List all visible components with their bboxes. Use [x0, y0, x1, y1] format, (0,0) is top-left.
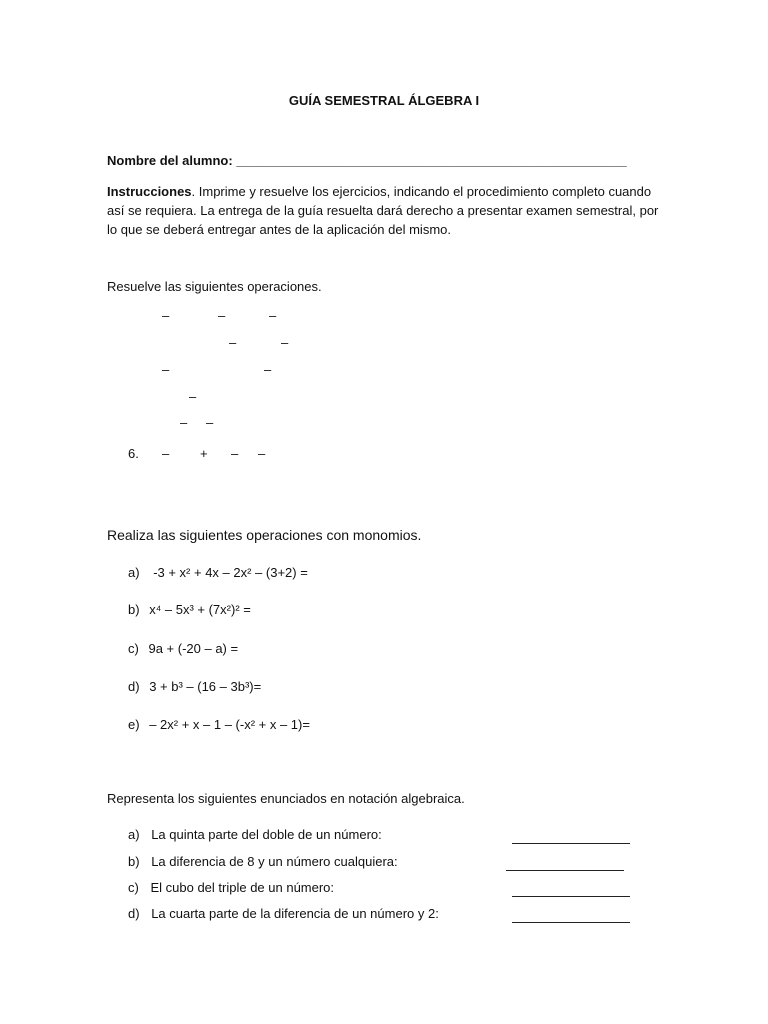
item-expression: 9a + (-20 – a) = — [148, 641, 239, 656]
item-label: d) — [128, 679, 140, 694]
instructions-paragraph — [107, 182, 667, 239]
instructions-label: Instrucciones — [107, 184, 192, 199]
answer-blank[interactable] — [512, 829, 630, 844]
item-label: e) — [128, 717, 140, 732]
list-item — [128, 906, 439, 921]
instructions-text: . Imprime y resuelve los ejercicios, indicando el procedimiento completo cuando así se requiera. La entrega de la guía resuelta dará derecho a presentar examen semestral, por lo que se deberá entregar antes de la aplicación del mismo. — [107, 184, 659, 237]
list-item — [128, 641, 238, 656]
minus-sign: – — [218, 308, 226, 323]
item-text: La diferencia de 8 y un número cualquiera: — [151, 854, 398, 869]
list-item — [128, 854, 398, 869]
minus-sign: – — [281, 335, 289, 350]
item-text: La cuarta parte de la diferencia de un número y 2: — [151, 906, 439, 921]
item-expression: – 2x² + x – 1 – (-x² + x – 1)= — [149, 717, 310, 732]
minus-sign: – — [180, 415, 188, 430]
minus-sign: – — [162, 446, 170, 461]
item-label: b) — [128, 602, 140, 617]
item-expression: 3 + b³ – (16 – 3b³)= — [149, 679, 262, 694]
item-label: a) — [128, 827, 140, 842]
list-item — [128, 717, 310, 732]
minus-sign: – — [162, 308, 170, 323]
item-label: c) — [128, 641, 139, 656]
minus-sign: – — [269, 308, 277, 323]
item-text: El cubo del triple de un número: — [150, 880, 335, 895]
minus-sign: – — [264, 362, 272, 377]
student-name-label: Nombre del alumno: — [107, 153, 233, 168]
item-text: La quinta parte del doble de un número: — [151, 827, 382, 842]
minus-sign: – — [258, 446, 266, 461]
answer-blank[interactable] — [512, 882, 630, 897]
minus-sign: – — [189, 389, 197, 404]
student-name-row — [107, 153, 627, 168]
page-title: GUÍA SEMESTRAL ÁLGEBRA I — [288, 93, 480, 108]
student-name-blank: ______________________________________________________ — [236, 153, 627, 168]
item-expression: -3 + x² + 4x – 2x² – (3+2) = — [153, 565, 308, 580]
plus-sign: + — [200, 446, 208, 461]
answer-blank[interactable] — [512, 908, 630, 923]
minus-sign: – — [162, 362, 170, 377]
section3-heading: Representa los siguientes enunciados en notación algebraica. — [107, 791, 465, 806]
section1-heading: Resuelve las siguientes operaciones. — [107, 279, 322, 294]
item-6-label: 6. — [128, 446, 139, 461]
answer-blank[interactable] — [506, 856, 624, 871]
list-item — [128, 827, 382, 842]
list-item — [128, 565, 308, 580]
item-label: a) — [128, 565, 140, 580]
item-label: c) — [128, 880, 139, 895]
minus-sign: – — [231, 446, 239, 461]
list-item — [128, 602, 251, 617]
minus-sign: – — [229, 335, 237, 350]
item-label: d) — [128, 906, 140, 921]
list-item — [128, 679, 261, 694]
section2-heading: Realiza las siguientes operaciones con monomios. — [107, 527, 422, 543]
item-expression: x⁴ – 5x³ + (7x²)² = — [149, 602, 251, 617]
minus-sign: – — [206, 415, 214, 430]
item-label: b) — [128, 854, 140, 869]
list-item — [128, 880, 334, 895]
